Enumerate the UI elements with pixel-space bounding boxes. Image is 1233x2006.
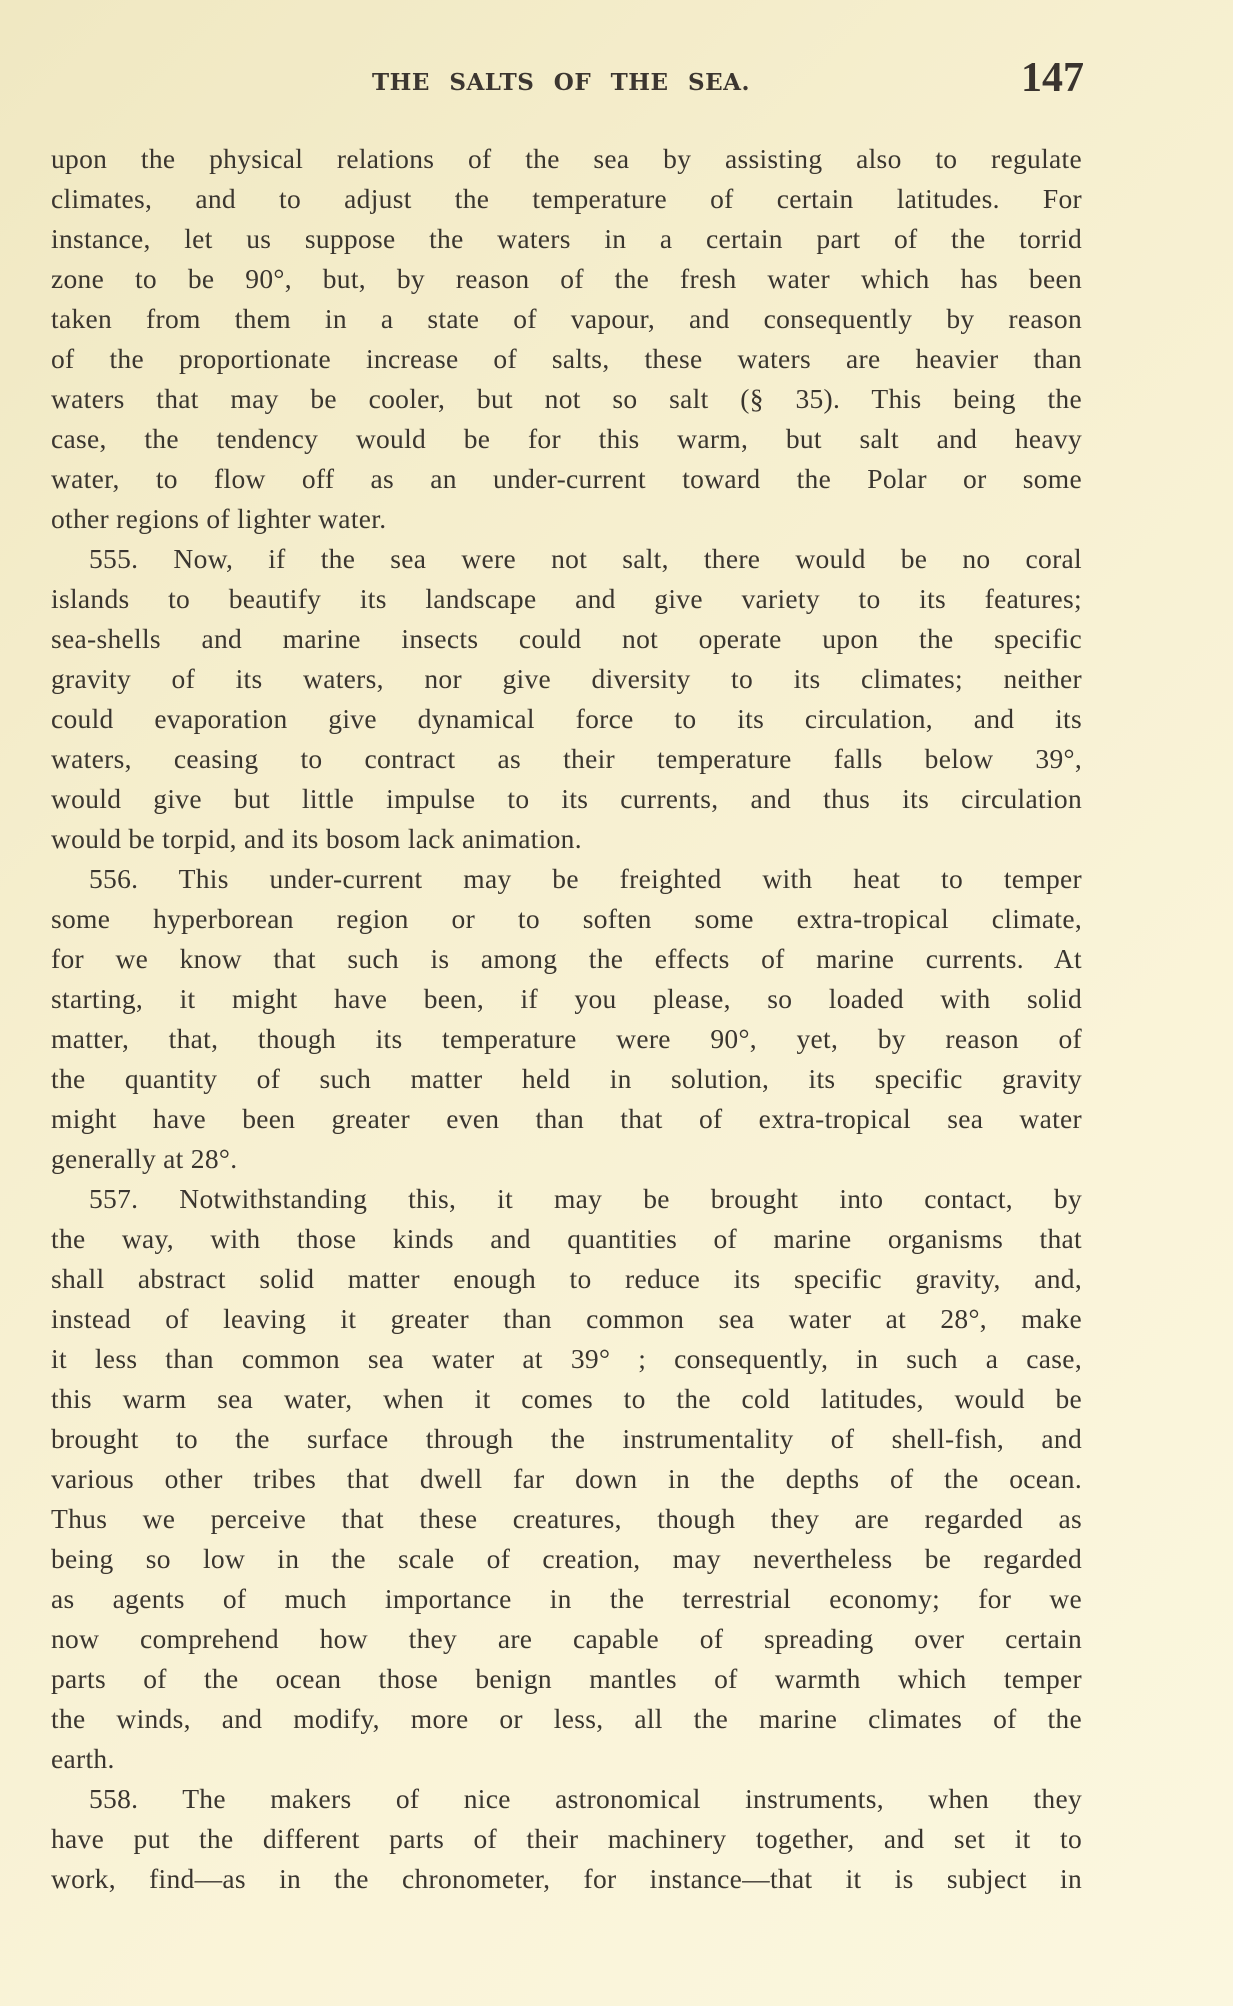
text-line: for we know that such is among the effects of marine currents. At <box>51 943 1082 974</box>
text-line: would be torpid, and its bosom lack animation. <box>51 823 582 854</box>
text-line: starting, it might have been, if you please, so loaded with solid <box>51 983 1082 1014</box>
text-line: sea-shells and marine insects could not operate upon the specific <box>51 623 1082 654</box>
text-line: waters that may be cooler, but not so salt (§ 35). This being the <box>51 383 1082 414</box>
paragraph-555 <box>51 539 1082 859</box>
text-line: of the proportionate increase of salts, these waters are heavier than <box>51 343 1082 374</box>
text-line: shall abstract solid matter enough to reduce its specific gravity, and, <box>51 1263 1082 1294</box>
text-line: as agents of much importance in the terrestrial economy; for we <box>51 1583 1082 1614</box>
text-line: it less than common sea water at 39° ; consequently, in such a case, <box>51 1343 1082 1374</box>
text-line: being so low in the scale of creation, may nevertheless be regarded <box>51 1543 1082 1574</box>
text-line: the winds, and modify, more or less, all the marine climates of the <box>51 1703 1082 1734</box>
text-line: Thus we perceive that these creatures, though they are regarded as <box>51 1503 1082 1534</box>
text-line: islands to beautify its landscape and give variety to its features; <box>51 583 1082 614</box>
text-line: matter, that, though its temperature were 90°, yet, by reason of <box>51 1023 1082 1054</box>
text-line: zone to be 90°, but, by reason of the fresh water which has been <box>51 263 1082 294</box>
text-line: instance, let us suppose the waters in a certain part of the torrid <box>51 223 1082 254</box>
page-number: 147 <box>1021 55 1084 101</box>
text-line: case, the tendency would be for this warm, but salt and heavy <box>51 423 1082 454</box>
text-line: might have been greater even than that of extra-tropical sea water <box>51 1103 1082 1134</box>
text-line: waters, ceasing to contract as their temperature falls below 39°, <box>51 743 1082 774</box>
text-line: some hyperborean region or to soften some extra-tropical climate, <box>51 903 1082 934</box>
paragraph-558 <box>51 1779 1082 1899</box>
text-line: 558. The makers of nice astronomical instruments, when they <box>89 1783 1082 1814</box>
text-line: parts of the ocean those benign mantles of warmth which temper <box>51 1663 1082 1694</box>
text-line: 555. Now, if the sea were not salt, there would be no coral <box>89 543 1082 574</box>
paragraph-557 <box>51 1179 1082 1779</box>
text-line: earth. <box>51 1743 115 1774</box>
text-line: generally at 28°. <box>51 1143 238 1174</box>
text-line: instead of leaving it greater than common sea water at 28°, make <box>51 1303 1082 1334</box>
paragraph-556 <box>51 859 1082 1179</box>
text-line: have put the different parts of their machinery together, and set it to <box>51 1823 1082 1854</box>
text-line: upon the physical relations of the sea by assisting also to regulate <box>51 143 1082 174</box>
text-line: would give but little impulse to its currents, and thus its circulation <box>51 783 1082 814</box>
text-line: water, to flow off as an under-current toward the Polar or some <box>51 463 1082 494</box>
text-line: climates, and to adjust the temperature of certain latitudes. For <box>51 183 1082 214</box>
body-text <box>51 139 1082 1899</box>
text-line: 556. This under-current may be freighted with heat to temper <box>89 863 1082 894</box>
text-line: could evaporation give dynamical force to its circulation, and its <box>51 703 1082 734</box>
text-line: gravity of its waters, nor give diversity to its climates; neither <box>51 663 1082 694</box>
paragraph-continuation <box>51 139 1082 539</box>
text-line: taken from them in a state of vapour, and consequently by reason <box>51 303 1082 334</box>
text-line: 557. Notwithstanding this, it may be brought into contact, by <box>89 1183 1082 1214</box>
text-line: work, find—as in the chronometer, for instance—that it is subject in <box>51 1863 1082 1894</box>
text-line: this warm sea water, when it comes to the cold latitudes, would be <box>51 1383 1082 1414</box>
text-line: the way, with those kinds and quantities of marine organisms that <box>51 1223 1082 1254</box>
running-title: THE SALTS OF THE SEA. <box>372 69 750 96</box>
text-line: other regions of lighter water. <box>51 503 387 534</box>
text-line: now comprehend how they are capable of spreading over certain <box>51 1623 1082 1654</box>
text-line: brought to the surface through the instrumentality of shell-fish, and <box>51 1423 1082 1454</box>
text-line: the quantity of such matter held in solution, its specific gravity <box>51 1063 1082 1094</box>
text-line: various other tribes that dwell far down in the depths of the ocean. <box>51 1463 1082 1494</box>
